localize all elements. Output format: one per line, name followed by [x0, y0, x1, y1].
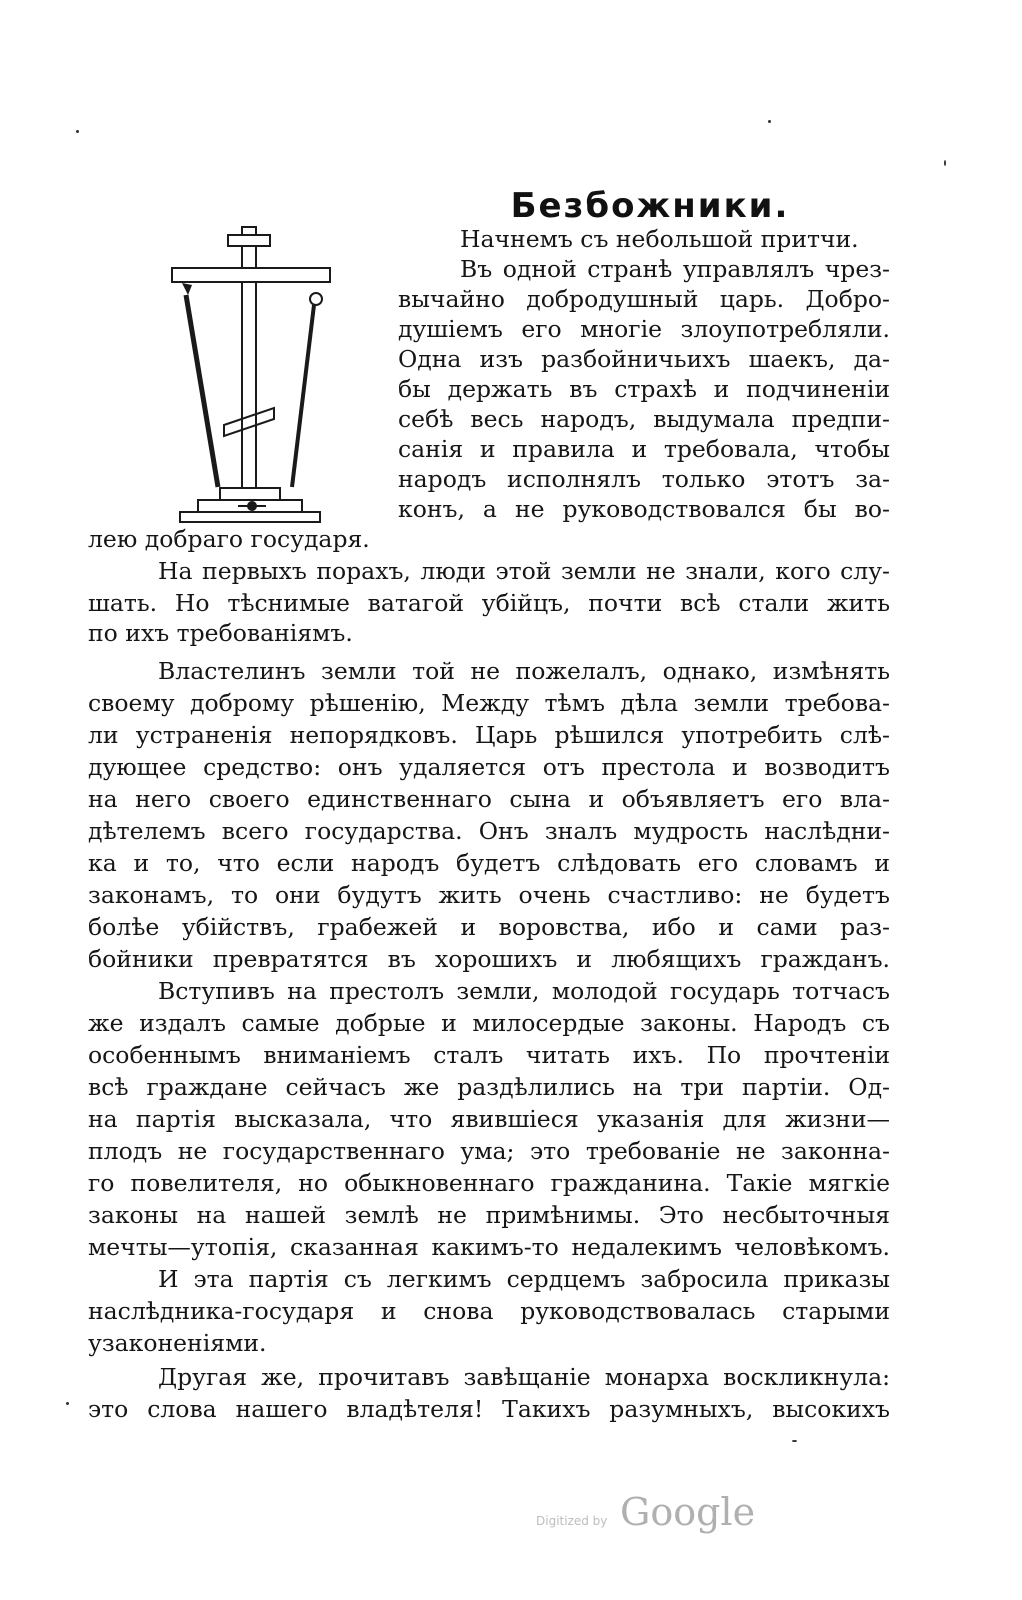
orthodox-cross-illustration [168, 225, 368, 535]
text-line: Начнемъ съ небольшой притчи. [460, 225, 859, 253]
text-line: узаконеніями. [88, 1329, 267, 1357]
scan-speck [768, 120, 771, 123]
text-line: своему доброму рѣшенію, Между тѣмъ дѣла земли требова- [88, 689, 890, 717]
text-line: душіемъ его многіе злоупотребляли. [398, 315, 890, 343]
scan-speck [76, 130, 79, 133]
text-line: законы на нашей землѣ не примѣнимы. Это несбыточныя [88, 1201, 890, 1229]
scan-speck [66, 1402, 69, 1405]
text-line: болѣе убійствъ, грабежей и воровства, ибо и сами раз- [88, 913, 890, 941]
text-line: народъ исполнялъ только этотъ за- [398, 465, 890, 493]
text-line: это слова нашего владѣтеля! Такихъ разумныхъ, высокихъ [88, 1395, 890, 1423]
text-line: бойники превратятся въ хорошихъ и любящихъ гражданъ. [88, 945, 890, 973]
text-line: лею добраго государя. [88, 525, 370, 553]
scan-speck [792, 1440, 797, 1442]
text-line: ли устраненія непорядковъ. Царь рѣшился употребить слѣ- [88, 721, 890, 749]
text-line: Въ одной странѣ управлялъ чрез- [460, 255, 890, 283]
text-line: по ихъ требованіямъ. [88, 619, 353, 647]
digitized-watermark [536, 1490, 756, 1540]
text-line: законамъ, то они будутъ жить очень счастливо: не будетъ [88, 881, 890, 909]
text-line: Одна изъ разбойничьихъ шаекъ, да- [398, 345, 890, 373]
text-line: мечты—утопія, сказанная какимъ-то недалекимъ человѣкомъ. [88, 1233, 890, 1261]
text-line: санія и правила и требовала, чтобы [398, 435, 890, 463]
text-line: го повелителя, но обыкновеннаго гражданина. Такіе мягкіе [88, 1169, 890, 1197]
text-line: особеннымъ вниманіемъ сталъ читать ихъ. По прочтеніи [88, 1041, 890, 1069]
google-logo: Google [620, 1490, 756, 1534]
text-line: всѣ граждане сейчасъ же раздѣлились на три партіи. Од- [88, 1073, 890, 1101]
text-line: Другая же, прочитавъ завѣщаніе монарха воскликнула: [158, 1363, 890, 1391]
text-line: себѣ весь народъ, выдумала предпи- [398, 405, 890, 433]
page-title: Безбожники. [510, 186, 790, 226]
text-line: дѣтелемъ всего государства. Онъ зналъ мудрость наслѣдни- [88, 817, 890, 845]
text-line: плодъ не государственнаго ума; это требованіе не законна- [88, 1137, 890, 1165]
text-line: конъ, а не руководствовался бы во- [398, 495, 890, 523]
text-line: наслѣдника-государя и снова руководствовалась старыми [88, 1297, 890, 1325]
text-line: же издалъ самые добрые и милосердые законы. Народъ съ [88, 1009, 890, 1037]
text-line: Властелинъ земли той не пожелалъ, однако, измѣнять [158, 657, 890, 685]
watermark-prefix: Digitized by [536, 1514, 608, 1528]
text-line: ка и то, что если народъ будетъ слѣдовать его словамъ и [88, 849, 890, 877]
text-line: шать. Но тѣснимые ватагой убійцъ, почти всѣ стали жить [88, 589, 890, 617]
text-line: И эта партія съ легкимъ сердцемъ забросила приказы [158, 1265, 890, 1293]
text-line: вычайно добродушный царь. Добро- [398, 285, 890, 313]
scan-speck [944, 160, 946, 166]
text-line: На первыхъ порахъ, люди этой земли не знали, кого слу- [158, 557, 890, 585]
text-line: на партія высказала, что явившіеся указанія для жизни— [88, 1105, 890, 1133]
text-line: на него своего единственнаго сына и объявляетъ его вла- [88, 785, 890, 813]
text-line: дующее средство: онъ удаляется отъ престола и возводитъ [88, 753, 890, 781]
text-line: Вступивъ на престолъ земли, молодой государь тотчасъ [158, 977, 890, 1005]
text-line: бы держать въ страхѣ и подчиненіи [398, 375, 890, 403]
